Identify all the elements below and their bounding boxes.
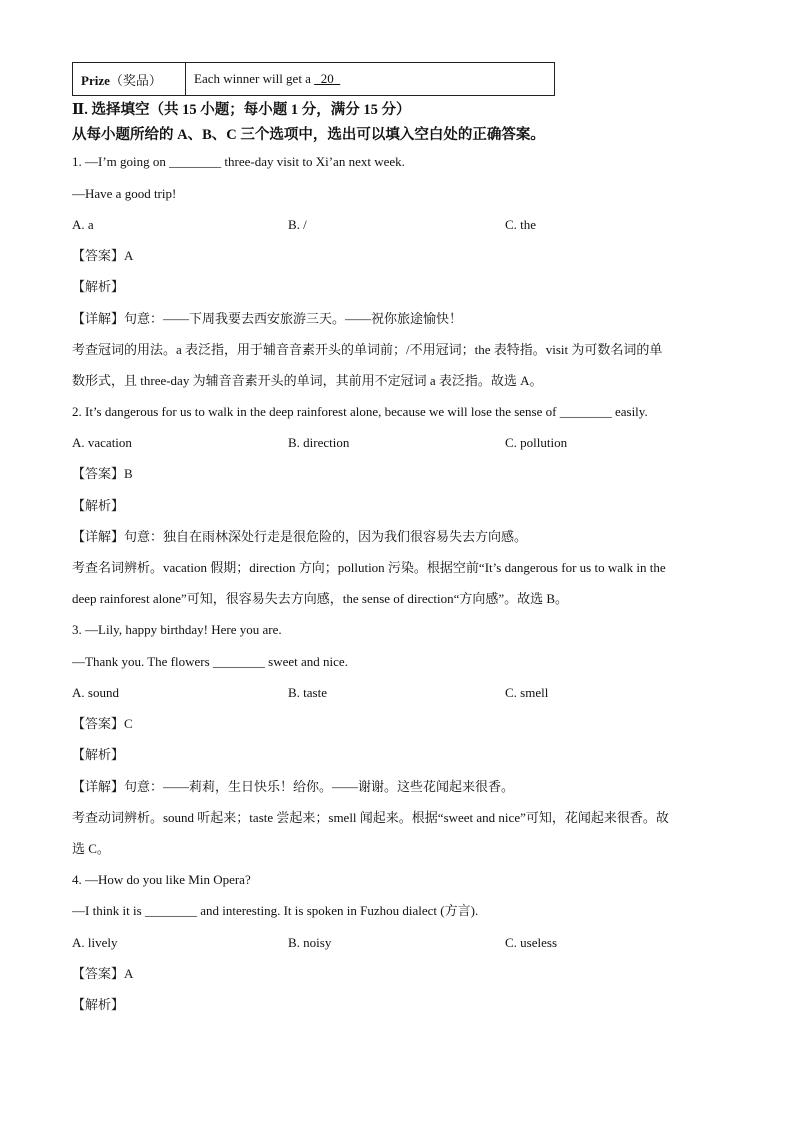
q1-option-b: B. / (288, 217, 307, 232)
q3-answer: 【答案】C (72, 716, 133, 731)
prize-value-cell (186, 63, 555, 96)
q1-stem-2: —Have a good trip! (72, 186, 177, 201)
q1-detail-3: 数形式，且 three-day 为辅音音素开头的单词，其前用不定冠词 a 表泛指。故选 A。 (72, 373, 543, 388)
prize-table (72, 62, 555, 96)
q3-detail-1: 【详解】句意：——莉莉，生日快乐！给你。——谢谢。这些花闻起来很香。 (72, 779, 515, 794)
q2-detail-1: 【详解】句意：独自在雨林深处行走是很危险的，因为我们很容易失去方向感。 (72, 529, 528, 544)
q1-option-c: C. the (505, 217, 537, 232)
prize-value-blank: 20 (314, 71, 341, 86)
q3-analysis: 【解析】 (72, 747, 125, 762)
q2-detail-2: 考查名词辨析。vacation 假期；direction 方向；pollution 污染。根据空前“It’s dangerous for us to walk in the (72, 560, 666, 575)
q1-stem-1: 1. —I’m going on ________ three-day visit to Xi’an next week. (72, 154, 405, 169)
q4-answer: 【答案】A (72, 966, 134, 981)
q4-option-a: A. lively (72, 935, 118, 950)
q3-stem-2: —Thank you. The flowers ________ sweet and nice. (72, 654, 348, 669)
prize-key-cn: （奖品） (109, 72, 162, 88)
q1-answer: 【答案】A (72, 248, 134, 263)
section-title: Ⅱ. 选择填空（共 15 小题；每小题 1 分，满分 15 分） (72, 102, 411, 118)
q4-option-c: C. useless (505, 935, 557, 950)
q4-analysis: 【解析】 (72, 997, 125, 1012)
q1-option-a: A. a (72, 217, 94, 232)
q2-option-a: A. vacation (72, 435, 132, 450)
prize-key-cell (73, 63, 186, 96)
q1-detail-1: 【详解】句意：——下周我要去西安旅游三天。——祝你旅途愉快！ (72, 311, 463, 326)
q3-option-b: B. taste (288, 685, 327, 700)
prize-key-en: Prize (81, 72, 110, 88)
q3-stem-1: 3. —Lily, happy birthday! Here you are. (72, 622, 282, 637)
q2-detail-3: deep rainforest alone”可知，很容易失去方向感，the sense of direction“方向感”。故选 B。 (72, 591, 569, 606)
q2-answer: 【答案】B (72, 466, 133, 481)
q4-option-b: B. noisy (288, 935, 332, 950)
q4-stem-1: 4. —How do you like Min Opera? (72, 872, 251, 887)
q1-analysis: 【解析】 (72, 279, 125, 294)
q4-stem-2: —I think it is ________ and interesting. It is spoken in Fuzhou dialect (方言). (72, 903, 479, 918)
q2-option-c: C. pollution (505, 435, 568, 450)
q3-option-a: A. sound (72, 685, 119, 700)
q3-detail-3: 选 C。 (72, 841, 110, 856)
q2-option-b: B. direction (288, 435, 350, 450)
q2-analysis: 【解析】 (72, 498, 125, 513)
q3-option-c: C. smell (505, 685, 549, 700)
q3-detail-2: 考查动词辨析。sound 听起来；taste 尝起来；smell 闻起来。根据“sweet and nice”可知，花闻起来很香。故 (72, 810, 669, 825)
q2-stem-1: 2. It’s dangerous for us to walk in the deep rainforest alone, because we will lose the sense of ________ easily. (72, 404, 648, 419)
prize-value-text: Each winner will get a (194, 71, 315, 86)
q1-detail-2: 考查冠词的用法。a 表泛指，用于辅音音素开头的单词前；/不用冠词；the 表特指。visit 为可数名词的单 (72, 342, 663, 357)
section-instruction: 从每小题所给的 A、B、C 三个选项中，选出可以填入空白处的正确答案。 (72, 127, 545, 143)
